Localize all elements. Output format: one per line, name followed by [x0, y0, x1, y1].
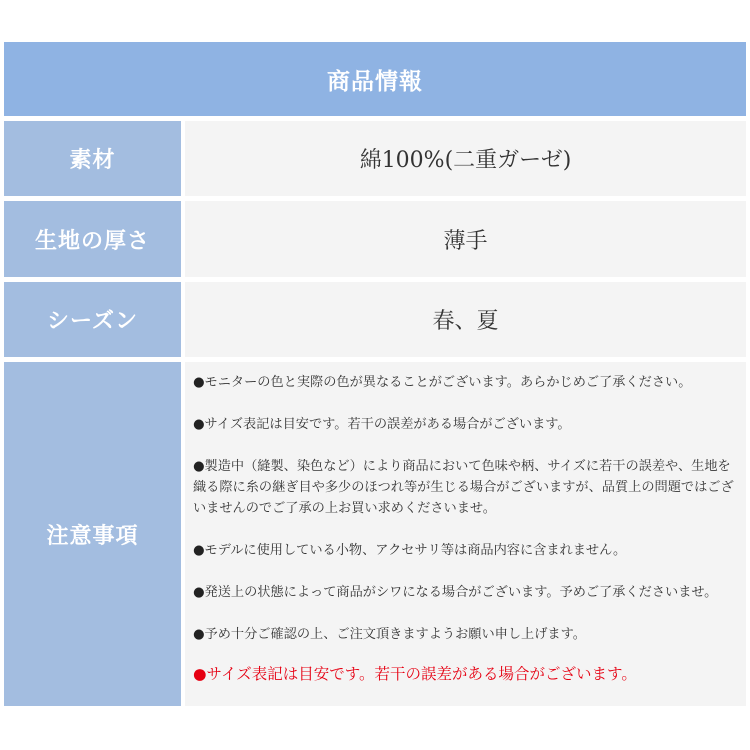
- note-item: ●モデルに使用している小物、アクセサリ等は商品内容に含まれません。: [193, 543, 627, 558]
- row-label-season: シーズン: [4, 282, 181, 357]
- row-label-material: 素材: [4, 121, 181, 196]
- row-value-thickness: 薄手: [185, 201, 746, 277]
- note-item: ●予め十分ご確認の上、ご注文頂きますようお願い申し上げます。: [193, 627, 586, 642]
- row-season: [4, 282, 746, 357]
- bullet-icon: ●: [193, 417, 205, 432]
- row-notes: [4, 362, 746, 706]
- bullet-icon: ●: [193, 585, 205, 600]
- note-item: ●発送上の状態によって商品がシワになる場合がございます。予めご了承くださいませ。: [193, 585, 718, 600]
- row-value-season: 春、夏: [185, 282, 746, 357]
- note-item: ●製造中（縫製、染色など）により商品において色味や柄、サイズに若干の誤差や、生地を織る際に糸の継ぎ目や多少のほつれ等が生じる場合がございますが、品質上の問題ではございませんのでご了承の上お買い求めくださいませ。: [193, 459, 734, 516]
- note-item: ●サイズ表記は目安です。若干の誤差がある場合がございます。: [193, 417, 571, 432]
- bullet-icon: ●: [193, 375, 205, 390]
- row-thickness: [4, 201, 746, 277]
- row-label-notes: 注意事項: [4, 362, 181, 706]
- bullet-icon: ●: [193, 459, 205, 474]
- red-bullet-icon: ●: [193, 665, 207, 683]
- row-label-thickness: 生地の厚さ: [4, 201, 181, 277]
- row-value-material: 綿100%(二重ガーゼ): [185, 121, 746, 196]
- bullet-icon: ●: [193, 627, 205, 642]
- table-title: 商品情報: [327, 67, 423, 95]
- note-item: ●モニターの色と実際の色が異なることがございます。あらかじめご了承ください。: [193, 375, 692, 390]
- bullet-icon: ●: [193, 543, 205, 558]
- table-header: [4, 42, 746, 116]
- notes-list: [185, 362, 746, 706]
- size-warning: ●サイズ表記は目安です。若干の誤差がある場合がございます。: [193, 665, 637, 683]
- product-info-table: [4, 42, 746, 706]
- row-material: [4, 121, 746, 196]
